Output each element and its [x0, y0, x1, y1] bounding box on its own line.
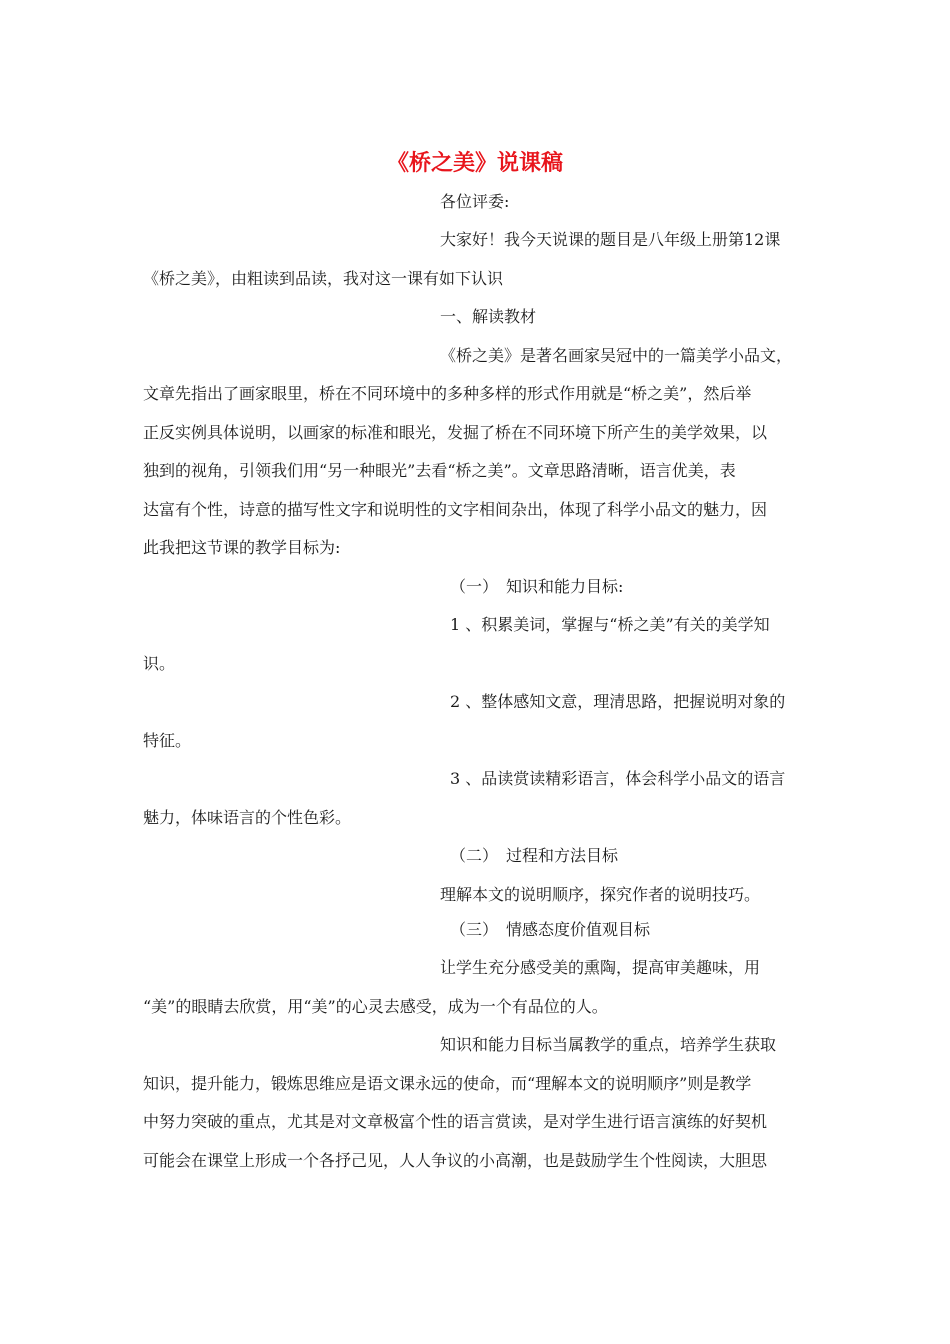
paragraph-line: 知识和能力目标当属教学的重点，培养学生获取	[440, 1035, 777, 1054]
paragraph-line: 此我把这节课的教学目标为:	[143, 538, 341, 557]
paragraph-line: 让学生充分感受美的熏陶，提高审美趣味，用	[440, 958, 761, 977]
subsection-heading: （一） 知识和能力目标:	[450, 577, 624, 596]
greeting-line-cont: 《桥之美》，由粗读到品读，我对这一课有如下认识	[143, 269, 504, 288]
paragraph-line: 独到的视角，引领我们用“另一种眼光”去看“桥之美”。文章思路清晰，语言优美，表	[143, 461, 736, 480]
list-item-cont: 识。	[143, 654, 176, 673]
subsection-heading: （三） 情感态度价值观目标	[450, 920, 651, 939]
paragraph-line: 《桥之美》是著名画家吴冠中的一篇美学小品文，	[440, 346, 793, 365]
list-item-cont: 特征。	[143, 731, 192, 750]
subsection-heading: （二） 过程和方法目标	[450, 846, 619, 865]
list-item-cont: 魅力，体味语言的个性色彩。	[143, 808, 352, 827]
section-heading: 一、解读教材	[440, 307, 537, 326]
paragraph-line: 可能会在课堂上形成一个各抒己见，人人争议的小高潮，也是鼓励学生个性阅读，大胆思	[143, 1151, 768, 1170]
paragraph-line: 理解本文的说明顺序，探究作者的说明技巧。	[440, 885, 761, 904]
paragraph-line: 正反实例具体说明，以画家的标准和眼光，发掘了桥在不同环境下所产生的美学效果，以	[143, 423, 768, 442]
list-item: 1 、积累美词，掌握与“桥之美”有关的美学知	[450, 615, 770, 634]
greeting-line: 大家好！我今天说课的题目是八年级上册第12课	[440, 230, 781, 249]
list-item: 3 、品读赏读精彩语言，体会科学小品文的语言	[450, 769, 786, 788]
paragraph-line: 中努力突破的重点，尤其是对文章极富个性的语言赏读，是对学生进行语言演练的好契机	[143, 1112, 768, 1131]
paragraph-line: 达富有个性，诗意的描写性文字和说明性的文字相间杂出，体现了科学小品文的魅力，因	[143, 500, 768, 519]
salutation: 各位评委:	[440, 192, 510, 211]
paragraph-line: “美”的眼睛去欣赏，用“美”的心灵去感受，成为一个有品位的人。	[143, 997, 608, 1016]
document-title: 《桥之美》说课稿	[386, 151, 563, 176]
paragraph-line: 知识，提升能力，锻炼思维应是语文课永远的使命，而“理解本文的说明顺序”则是教学	[143, 1074, 752, 1093]
list-item: 2 、整体感知文意，理清思路，把握说明对象的	[450, 692, 786, 711]
paragraph-line: 文章先指出了画家眼里，桥在不同环境中的多种多样的形式作用就是“桥之美”，然后举	[143, 384, 752, 403]
